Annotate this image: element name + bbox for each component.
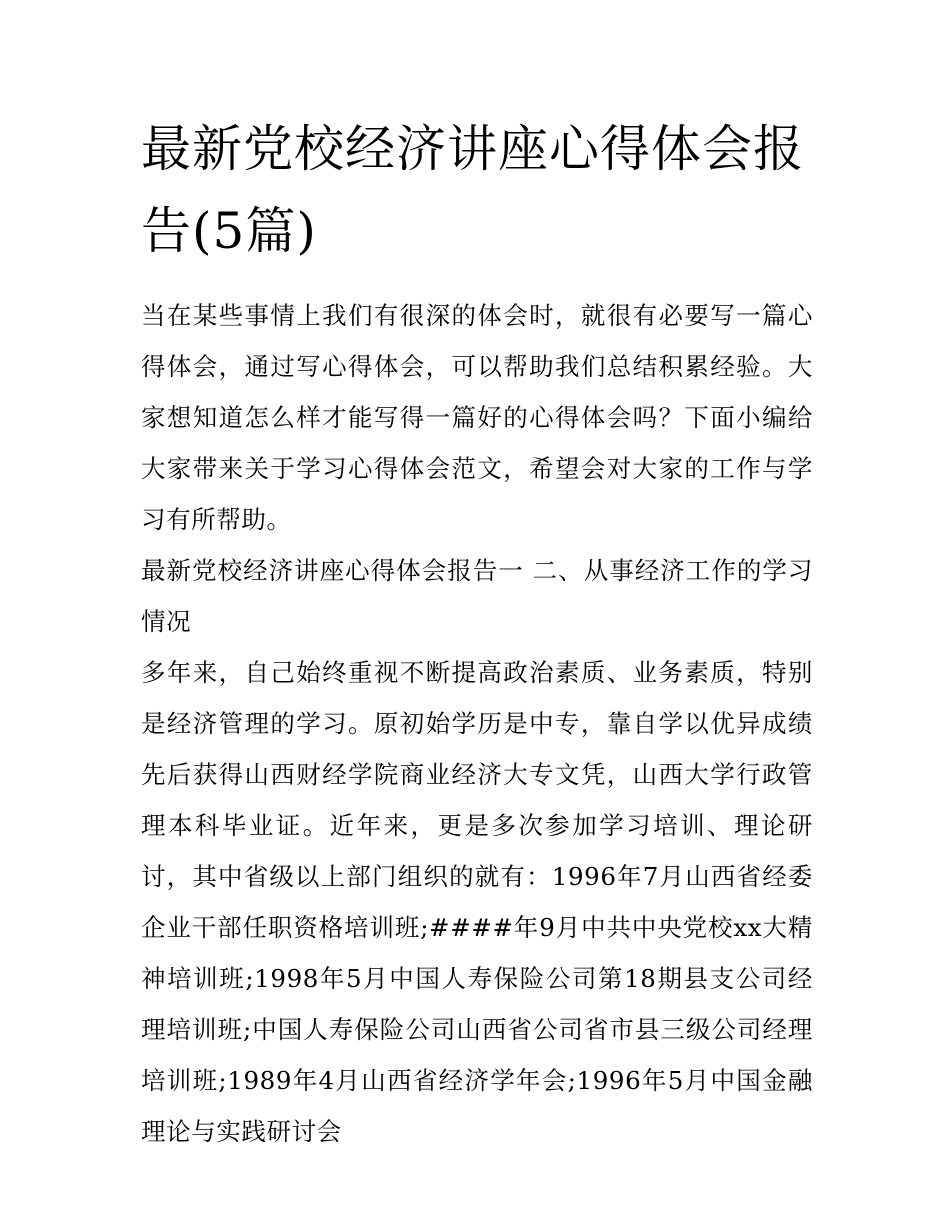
document-body bbox=[141, 108, 813, 1157]
body-paragraph: 多年来，自己始终重视不断提高政治素质、业务素质，特别是经济管理的学习。原初始学历是中专，靠自学以优异成绩先后获得山西财经学院商业经济大专文凭，山西大学行政管理本科毕业证。近年来，更是多次参加学习培训、理论研讨，其中省级以上部门组织的就有：1996年7月山西省经委企业干部任职资格培训班;####年9月中共中央党校xx大精神培训班;1998年5月中国人寿保险公司第18期县支公司经理培训班;中国人寿保险公司山西省公司省市县三级公司经理培训班;1989年4月山西省经济学年会;1996年5月中国金融理论与实践研讨会 bbox=[141, 658, 813, 1146]
intro-paragraph: 当在某些事情上我们有很深的体会时，就很有必要写一篇心得体会，通过写心得体会，可以帮助我们总结积累经验。大家想知道怎么样才能写得一篇好的心得体会吗？下面小编给大家带来关于学习心得体会范文，希望会对大家的工作与学习有所帮助。 bbox=[141, 301, 813, 534]
section-heading: 最新党校经济讲座心得体会报告一 二、从事经济工作的学习情况 bbox=[141, 556, 813, 636]
document-title: 最新党校经济讲座心得体会报告(5篇) bbox=[141, 120, 804, 260]
